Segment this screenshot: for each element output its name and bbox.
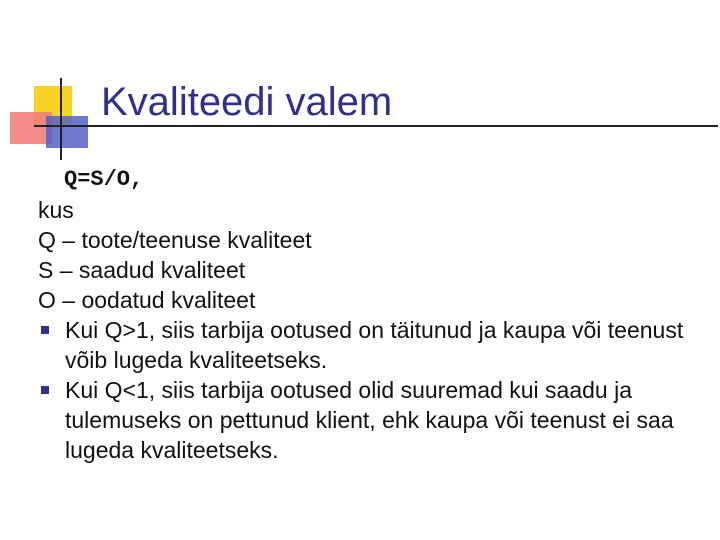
formula: Q=S/O,	[64, 167, 144, 192]
bullet-item-q-greater	[38, 315, 698, 375]
definition-q: Q – toote/teenuse kvaliteet	[38, 227, 312, 253]
slide-title: Kvaliteedi valem	[101, 80, 393, 124]
definition-s: S – saadud kvaliteet	[38, 257, 246, 283]
horizontal-rule	[34, 125, 718, 127]
bullet-text: Kui Q<1, siis tarbija ootused olid suuremad kui saadu ja tulemuseks on pettunud klient, ehk kaupa või teenust ei saa lugeda kvaliteetseks.	[65, 377, 674, 463]
definition-intro: kus	[38, 197, 74, 223]
square-bullet-icon	[41, 386, 49, 394]
definition-o: O – oodatud kvaliteet	[38, 287, 256, 313]
blue-square	[46, 116, 88, 148]
bullet-text: Kui Q>1, siis tarbija ootused on täitunud ja kaupa või teenust võib lugeda kvaliteetseks.	[65, 317, 684, 373]
vertical-rule	[60, 78, 62, 160]
bullet-item-q-less	[38, 375, 698, 465]
square-bullet-icon	[41, 326, 49, 334]
slide-body	[38, 165, 698, 465]
